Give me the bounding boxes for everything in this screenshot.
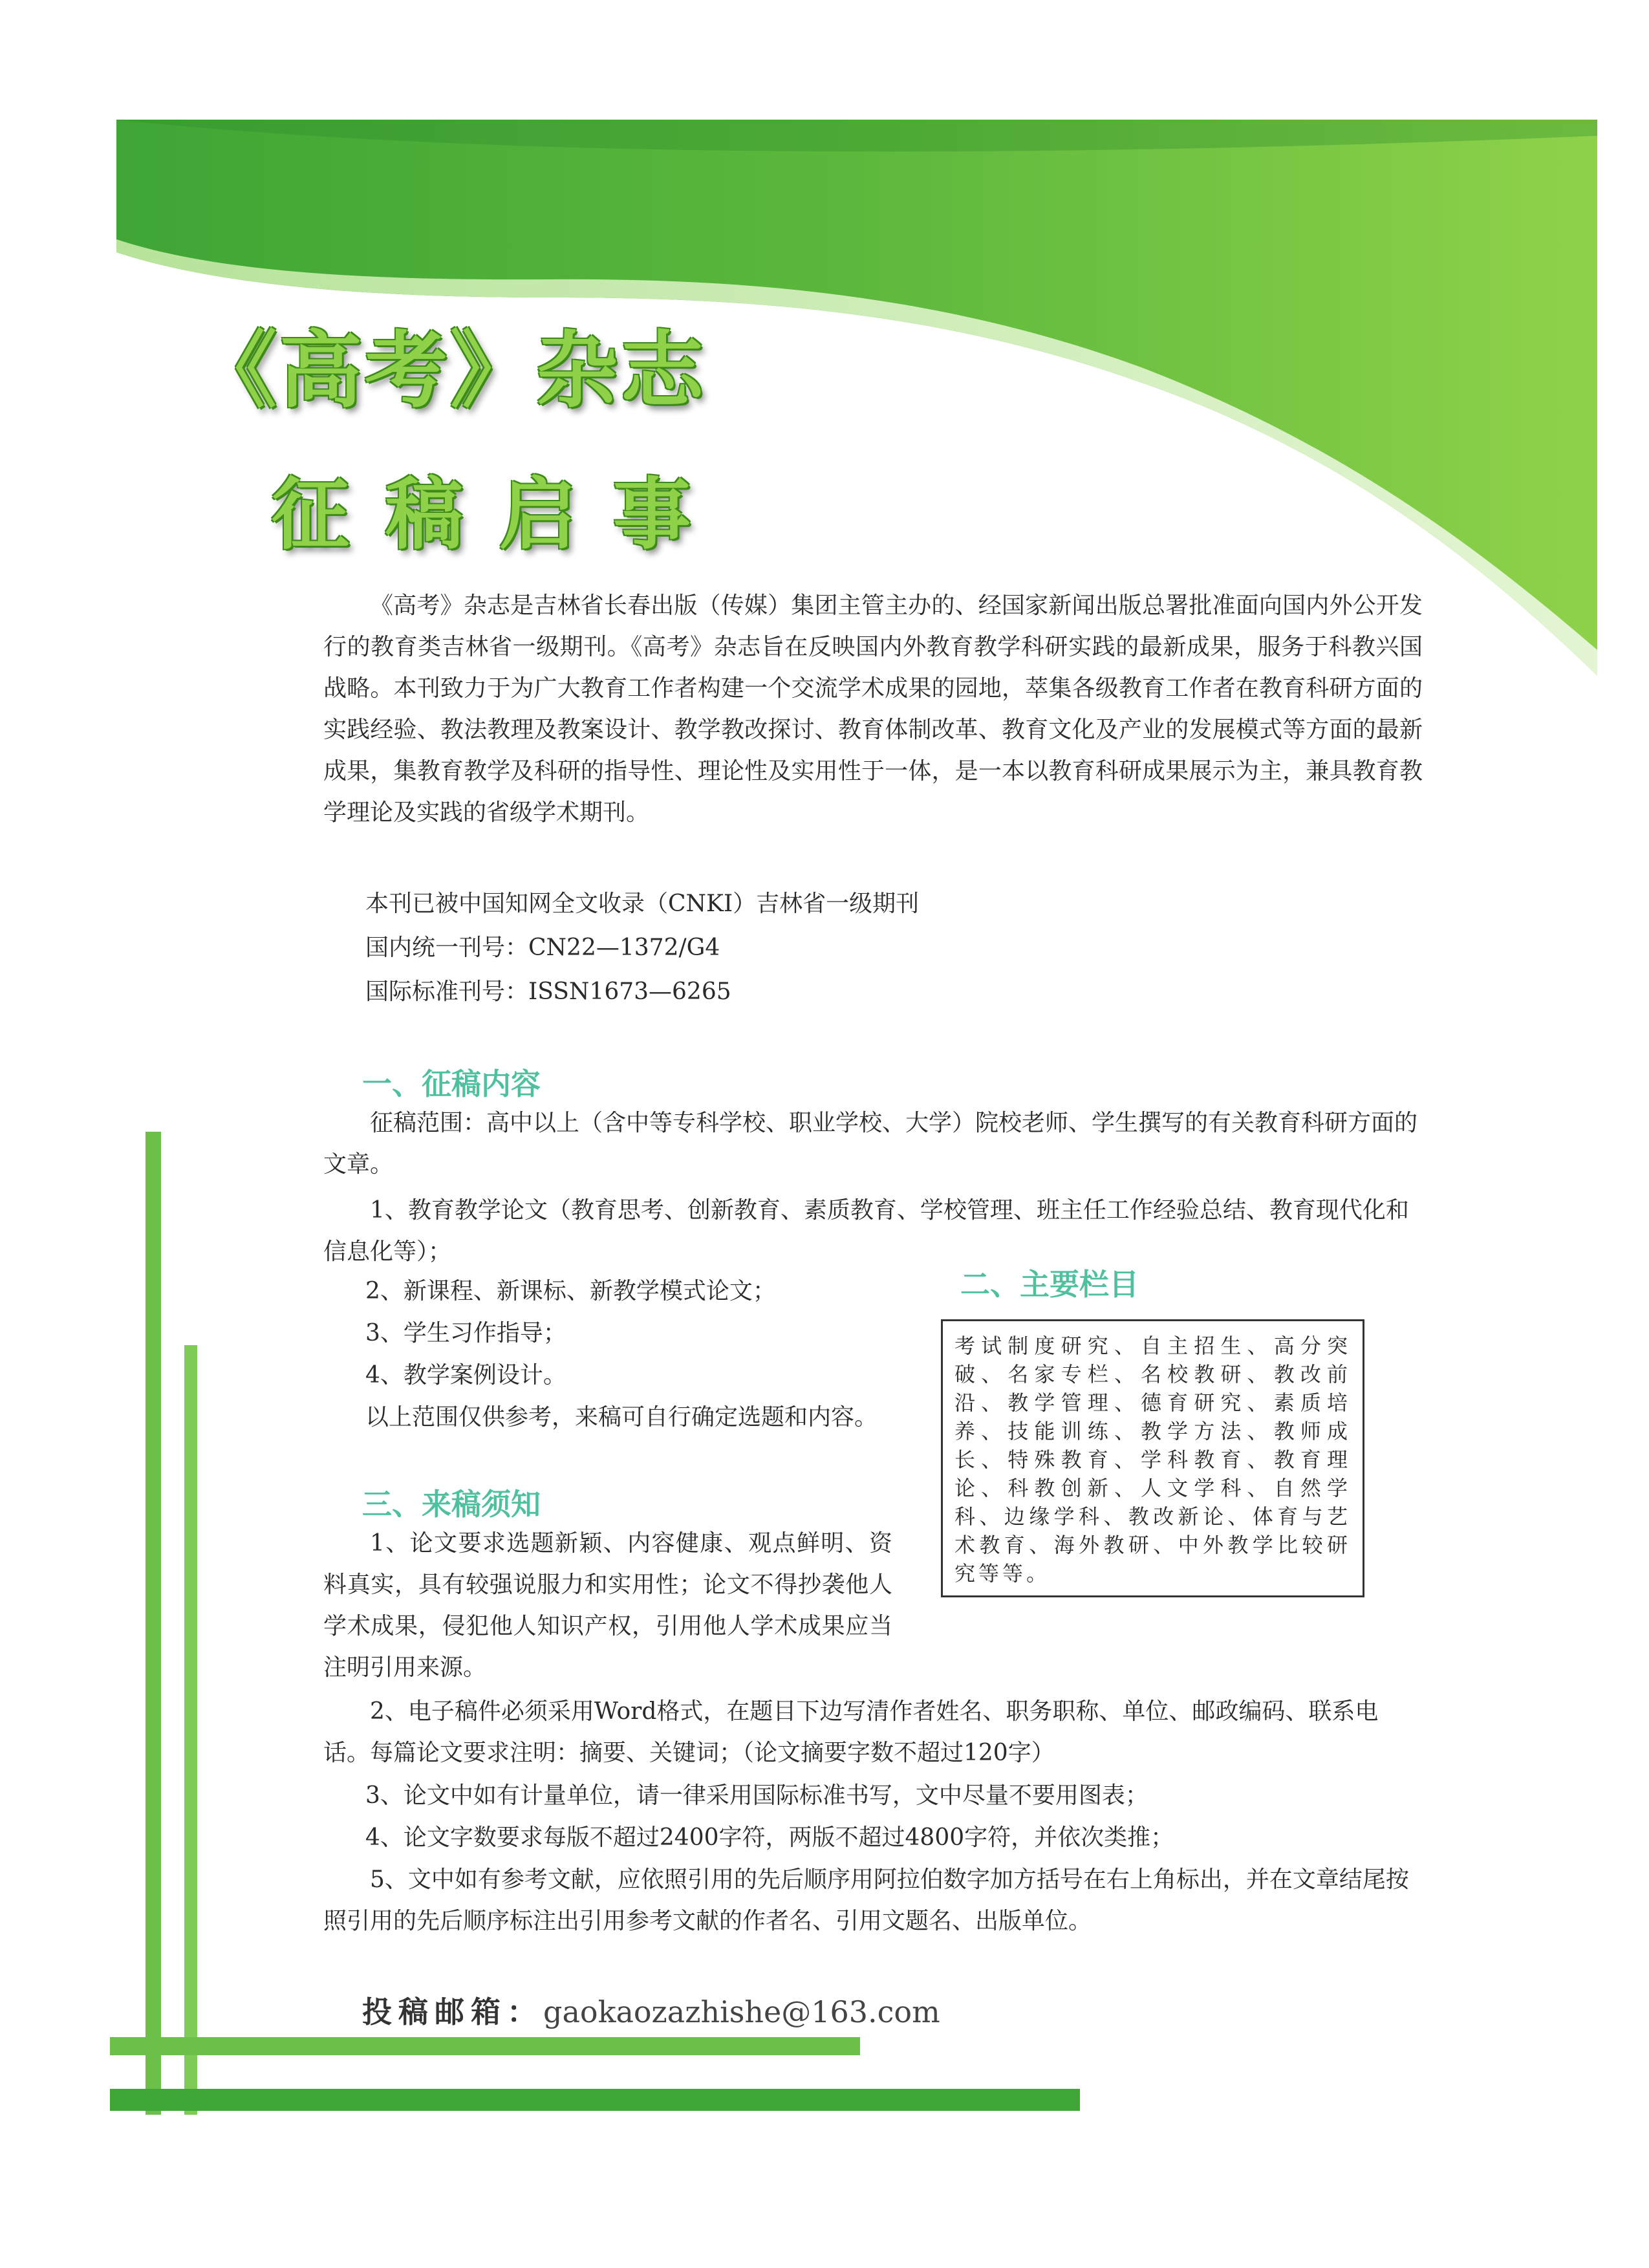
email-label: 投稿邮箱： (362, 1994, 543, 2029)
title-line2: 征稿启事 (272, 470, 727, 560)
cn-line: 国内统一刊号：CN22—1372/G4 (365, 934, 720, 961)
section3-item1: 1、论文要求选题新颖、内容健康、观点鲜明、资料真实，具有较强说服力和实用性；论文不得抄袭他人学术成果，侵犯他人知识产权，引用他人学术成果应当注明引用来源。 (323, 1530, 892, 1681)
section1-item1: 1、教育教学论文（教育思考、创新教育、素质教育、学校管理、班主任工作经验总结、教育现代化和信息化等）； (323, 1197, 1409, 1265)
green-horizontal-bar-1 (110, 2037, 860, 2055)
green-vertical-bar-1 (146, 1132, 161, 2115)
green-vertical-bar-2 (184, 1345, 197, 2115)
section1-item4: 4、教学案例设计。 (365, 1362, 566, 1388)
section3-item4: 4、论文字数要求每版不超过2400字符，两版不超过4800字符，并依次类推； (365, 1824, 1174, 1851)
section1-heading: 一、征稿内容 (362, 1066, 541, 1101)
columns-text: 考试制度研究、自主招生、高分突破、名家专栏、名校教研、教改前沿、教学管理、德育研究、素质培养、技能训练、教学方法、教师成长、特殊教育、学科教育、教育理论、科教创新、人文学科、自然学科、边缘学科、教改新论、体育与艺术教育、海外教研、中外教学比较研究等等。 (954, 1334, 1351, 1586)
section1-scope: 征稿范围：高中以上（含中等专科学校、职业学校、大学）院校老师、学生撰写的有关教育科研方面的文章。 (323, 1110, 1418, 1178)
section3-item2: 2、电子稿件必须采用Word格式，在题目下边写清作者姓名、职务职称、单位、邮政编码、联系电话。每篇论文要求注明：摘要、关键词；（论文摘要字数不超过120字） (323, 1698, 1379, 1766)
issn-line: 国际标准刊号：ISSN1673—6265 (365, 978, 731, 1005)
section1-note: 以上范围仅供参考，来稿可自行确定选题和内容。 (365, 1404, 878, 1431)
email-line (362, 1989, 940, 2031)
section3-heading: 三、来稿须知 (362, 1487, 541, 1522)
section3-item5: 5、文中如有参考文献，应依照引用的先后顺序用阿拉伯数字加方括号在右上角标出，并在文章结尾按照引用的先后顺序标注出引用参考文献的作者名、引用文题名、出版单位。 (323, 1866, 1409, 1934)
cnki-line: 本刊已被中国知网全文收录（CNKI）吉林省一级期刊 (365, 891, 920, 917)
section1-item3: 3、学生习作指导； (365, 1320, 566, 1346)
section2-heading: 二、主要栏目 (960, 1267, 1139, 1302)
green-horizontal-bar-2 (110, 2089, 1080, 2111)
section1-item2: 2、新课程、新课标、新教学模式论文； (365, 1278, 776, 1304)
intro-paragraph: 《高考》杂志是吉林省长春出版（传媒）集团主管主办的、经国家新闻出版总署批准面向国内外公开发行的教育类吉林省一级期刊。《高考》杂志旨在反映国内外教育教学科研实践的最新成果，服务于科教兴国战略。本刊致力于为广大教育工作者构建一个交流学术成果的园地，萃集各级教育工作者在教育科研方面的实践经验、教法教理及教案设计、教学教改探讨、教育体制改革、教育文化及产业的发展模式等方面的最新成果，集教育教学及科研的指导性、理论性及实用性于一体，是一本以教育科研成果展示为主，兼具教育教学理论及实践的省级学术期刊。 (323, 592, 1423, 826)
section3-item3: 3、论文中如有计量单位，请一律采用国际标准书写，文中尽量不要用图表； (365, 1782, 1148, 1809)
email-address[interactable]: gaokaozazhishe@163.com (543, 1994, 940, 2029)
columns-box (941, 1319, 1364, 1597)
title-line1: 《高考》杂志 (194, 323, 707, 419)
